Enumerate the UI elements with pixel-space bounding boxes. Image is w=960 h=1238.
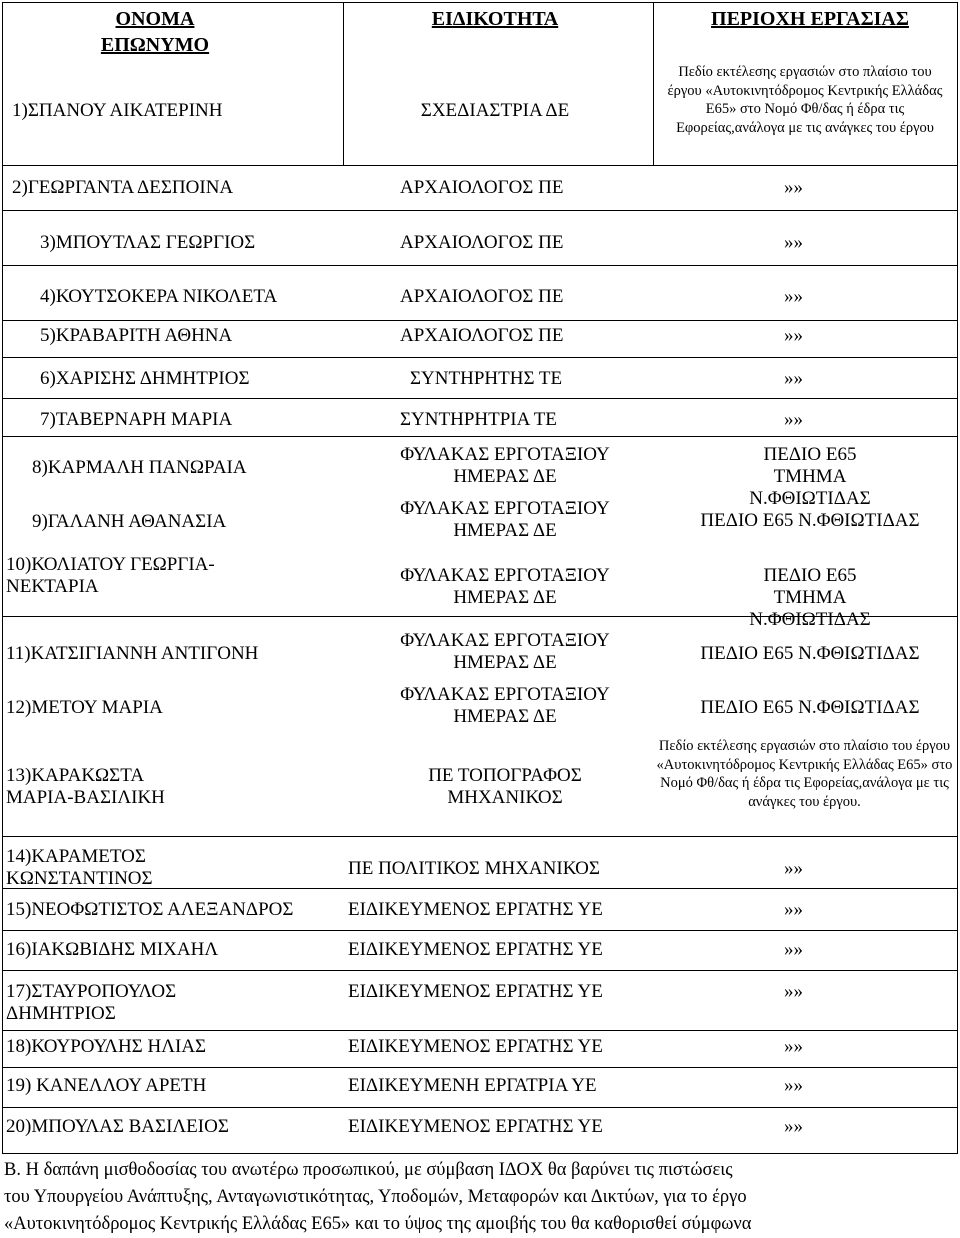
rule	[2, 1107, 958, 1108]
col-divider	[957, 2, 958, 1154]
cell-area: »»	[784, 981, 803, 1002]
cell-specialty: ΦΥΛΑΚΑΣ ΕΡΓΟΤΑΞΙΟΥ ΗΜΕΡΑΣ ΔΕ	[400, 684, 610, 727]
rule	[2, 398, 958, 399]
col-divider	[343, 2, 344, 165]
rule	[2, 320, 958, 321]
cell-area: »»	[784, 232, 803, 253]
cell-area: »»	[784, 858, 803, 879]
header-area: ΠΕΡΙΟΧΗ ΕΡΓΑΣΙΑΣ	[711, 8, 909, 30]
header-name-line2: ΕΠΩΝΥΜΟ	[100, 34, 210, 56]
cell-area: ΠΕΔΙΟ Ε65 Ν.ΦΘΙΩΤΙΔΑΣ	[700, 510, 920, 531]
cell-specialty: ΕΙΔΙΚΕΥΜΕΝΟΣ ΕΡΓΑΤΗΣ ΥΕ	[348, 939, 603, 960]
cell-specialty: ΦΥΛΑΚΑΣ ΕΡΓΟΤΑΞΙΟΥ ΗΜΕΡΑΣ ΔΕ	[400, 498, 610, 541]
cell-specialty: ΣΥΝΤΗΡΗΤΡΙΑ ΤΕ	[400, 409, 557, 430]
cell-specialty: ΕΙΔΙΚΕΥΜΕΝΟΣ ΕΡΓΑΤΗΣ ΥΕ	[348, 899, 603, 920]
rule	[2, 265, 958, 266]
cell-name: 4)ΚΟΥΤΣΟΚΕΡΑ ΝΙΚΟΛΕΤΑ	[40, 286, 278, 307]
cell-area: ΠΕΔΙΟ Ε65 ΤΜΗΜΑ Ν.ΦΘΙΩΤΙΔΑΣ	[749, 444, 871, 509]
cell-specialty: ΕΙΔΙΚΕΥΜΕΝΟΣ ΕΡΓΑΤΗΣ ΥΕ	[348, 1036, 603, 1057]
cell-area: »»	[784, 1036, 803, 1057]
cell-name: 16)ΙΑΚΩΒΙΔΗΣ ΜΙΧΑΗΛ	[6, 939, 219, 960]
cell-area: »»	[784, 939, 803, 960]
cell-name: 13)ΚΑΡΑΚΩΣΤΑ ΜΑΡΙΑ-ΒΑΣΙΛΙΚΗ	[6, 765, 165, 808]
cell-name: 3)ΜΠΟΥΤΛΑΣ ΓΕΩΡΓΙΟΣ	[40, 232, 256, 253]
cell-specialty: ΑΡΧΑΙΟΛΟΓΟΣ ΠΕ	[400, 286, 564, 307]
cell-specialty: ΕΙΔΙΚΕΥΜΕΝΟΣ ΕΡΓΑΤΗΣ ΥΕ	[348, 1116, 603, 1137]
cell-specialty: ΦΥΛΑΚΑΣ ΕΡΓΟΤΑΞΙΟΥ ΗΜΕΡΑΣ ΔΕ	[400, 630, 610, 673]
cell-specialty: ΠΕ ΤΟΠΟΓΡΑΦΟΣ ΜΗΧΑΝΙΚΟΣ	[428, 765, 582, 808]
cell-specialty: ΑΡΧΑΙΟΛΟΓΟΣ ΠΕ	[400, 325, 564, 346]
cell-name: 18)ΚΟΥΡΟΥΛΗΣ ΗΛΙΑΣ	[6, 1036, 207, 1057]
cell-area: ΠΕΔΙΟ Ε65 Ν.ΦΘΙΩΤΙΔΑΣ	[700, 643, 920, 664]
col-divider	[653, 2, 654, 165]
cell-name: 11)ΚΑΤΣΙΓΙΑΝΝΗ ΑΝΤΙΓΟΝΗ	[6, 643, 259, 664]
cell-area: »»	[784, 325, 803, 346]
rule	[2, 436, 958, 437]
cell-area: Πεδίο εκτέλεσης εργασιών στο πλαίσιο του έργου «Αυτοκινητόδρομος Κεντρικής Ελλάδας Ε65» στο Νομό Φθ/δας ή έδρα τις Εφορείας,ανάλογα με τις ανάγκες του έργου	[667, 64, 943, 136]
rule	[2, 2, 958, 3]
footer-line: του Υπουργείου Ανάπτυξης, Ανταγωνιστικότητας, Υποδομών, Μεταφορών και Δικτύων, για το έργο	[4, 1187, 747, 1207]
cell-specialty: ΠΕ ΠΟΛΙΤΙΚΟΣ ΜΗΧΑΝΙΚΟΣ	[348, 858, 600, 879]
cell-name: 7)ΤΑΒΕΡΝΑΡΗ ΜΑΡΙΑ	[40, 409, 233, 430]
rule	[2, 357, 958, 358]
cell-specialty: ΕΙΔΙΚΕΥΜΕΝΗ ΕΡΓΑΤΡΙΑ ΥΕ	[348, 1075, 597, 1096]
cell-name: 15)ΝΕΟΦΩΤΙΣΤΟΣ ΑΛΕΞΑΝΔΡΟΣ	[6, 899, 294, 920]
cell-specialty: ΦΥΛΑΚΑΣ ΕΡΓΟΤΑΞΙΟΥ ΗΜΕΡΑΣ ΔΕ	[400, 565, 610, 608]
footer-line: Β. Η δαπάνη μισθοδοσίας του ανωτέρω προσωπικού, με σύμβαση ΙΔΟΧ θα βαρύνει τις πιστώσεις	[4, 1160, 733, 1180]
rule	[2, 970, 958, 971]
rule	[2, 210, 958, 211]
cell-name: 1)ΣΠΑΝΟΥ ΑΙΚΑΤΕΡΙΝΗ	[12, 100, 223, 121]
col-divider	[2, 2, 3, 1154]
footer-paragraph	[4, 1157, 956, 1238]
cell-area: ΠΕΔΙΟ Ε65 Ν.ΦΘΙΩΤΙΔΑΣ	[700, 697, 920, 718]
cell-specialty: ΣΥΝΤΗΡΗΤΗΣ ΤΕ	[410, 368, 563, 389]
cell-area: ΠΕΔΙΟ Ε65 ΤΜΗΜΑ Ν.ΦΘΙΩΤΙΔΑΣ	[749, 565, 871, 630]
cell-area: »»	[784, 177, 803, 198]
cell-name: 6)ΧΑΡΙΣΗΣ ΔΗΜΗΤΡΙΟΣ	[40, 368, 250, 389]
cell-specialty: ΑΡΧΑΙΟΛΟΓΟΣ ΠΕ	[400, 232, 564, 253]
footer-line: «Αυτοκινητόδρομος Κεντρικής Ελλάδας Ε65» και το ύψος της αμοιβής του θα καθορισθεί σύμφωνα	[4, 1214, 752, 1234]
cell-name: 10)ΚΟΛΙΑΤΟΥ ΓΕΩΡΓΙΑ-ΝΕΚΤΑΡΙΑ	[6, 554, 215, 597]
cell-name: 8)ΚΑΡΜΑΛΗ ΠΑΝΩΡΑΙΑ	[32, 457, 247, 478]
cell-name: 12)ΜΕΤΟΥ ΜΑΡΙΑ	[6, 697, 163, 718]
rule	[2, 1067, 958, 1068]
cell-area: Πεδίο εκτέλεσης εργασιών στο πλαίσιο του έργου «Αυτοκινητόδρομος Κεντρικής Ελλάδας Ε65» στο Νομό Φθ/δας ή έδρα τις Εφορείας,ανάλογα με τις ανάγκες του έργου.	[656, 738, 953, 810]
rule	[2, 1030, 958, 1031]
cell-area: »»	[784, 286, 803, 307]
header-name	[30, 6, 280, 58]
cell-specialty: ΣΧΕΔΙΑΣΤΡΙΑ ΔΕ	[420, 100, 570, 121]
cell-area: »»	[784, 368, 803, 389]
cell-specialty: ΦΥΛΑΚΑΣ ΕΡΓΟΤΑΞΙΟΥ ΗΜΕΡΑΣ ΔΕ	[400, 444, 610, 487]
cell-name: 19) ΚΑΝΕΛΛΟΥ ΑΡΕΤΗ	[6, 1075, 207, 1096]
cell-name: 20)ΜΠΟΥΛΑΣ ΒΑΣΙΛΕΙΟΣ	[6, 1116, 229, 1137]
cell-area: »»	[784, 409, 803, 430]
header-specialty: ΕΙΔΙΚΟΤΗΤΑ	[431, 8, 559, 30]
cell-name: 2)ΓΕΩΡΓΑΝΤΑ ΔΕΣΠΟΙΝΑ	[12, 177, 234, 198]
rule	[2, 836, 958, 837]
cell-name: 17)ΣΤΑΥΡΟΠΟΥΛΟΣ ΔΗΜΗΤΡΙΟΣ	[6, 981, 177, 1024]
cell-name: 9)ΓΑΛΑΝΗ ΑΘΑΝΑΣΙΑ	[32, 511, 227, 532]
cell-area: »»	[784, 1075, 803, 1096]
rule	[2, 165, 958, 166]
rule	[2, 1153, 958, 1154]
header-name-line1: ΟΝΟΜΑ	[115, 8, 195, 30]
cell-area: »»	[784, 1116, 803, 1137]
cell-name: 14)ΚΑΡΑΜΕΤΟΣ ΚΩΝΣΤΑΝΤΙΝΟΣ	[6, 846, 153, 889]
rule	[2, 930, 958, 931]
cell-area: »»	[784, 899, 803, 920]
cell-specialty: ΑΡΧΑΙΟΛΟΓΟΣ ΠΕ	[400, 177, 564, 198]
cell-name: 5)ΚΡΑΒΑΡΙΤΗ ΑΘΗΝΑ	[40, 325, 233, 346]
cell-specialty: ΕΙΔΙΚΕΥΜΕΝΟΣ ΕΡΓΑΤΗΣ ΥΕ	[348, 981, 603, 1002]
